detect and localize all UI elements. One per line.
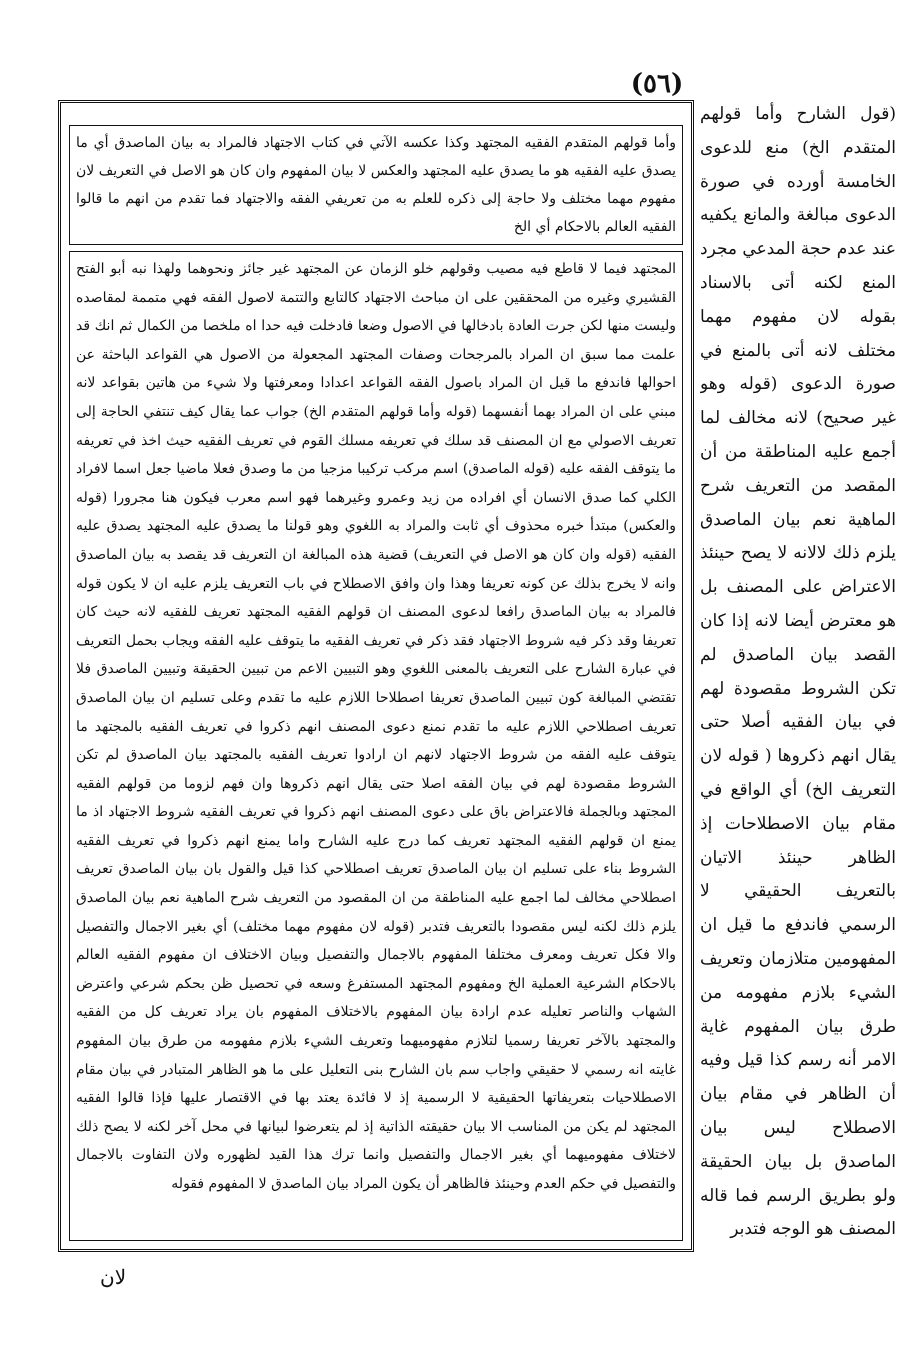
commentary-text-box: المجتهد فيما لا قاطع فيه مصيب وقولهم خلو الزمان عن المجتهد غير جائز ونحوهما ولهذا نبه أبو الفتح القشيري وغيره من المحققين على ان مباحث الاجتهاد كالتابع والتتمة لاصول الفقه فهي متممة لمقاصده وليست منها لكن جرت العادة بادخالها في الاصول وضعا فادخلت فيه حدا اه ملخصا من الكمال ثم انك قد علمت مما سبق ان المراد بالمرجحات وصفات المجتهد المجعولة من الاصول هي القواعد الباحثة عن احوالها فاندفع ما قيل ان المراد باصول الفقه القواعد اعدادا ومعرفتها ولا شيء من هاتين بقواعد لانه مبني على ان المراد بهما أنفسهما (قوله وأما قولهم المتقدم الخ) جواب عما يقال كيف تنتفي الحاجة إلى تعريف الاصولي مع ان المصنف قد سلك في تعريفه مسلك القوم في تعريف الفقيه حيث اخذ في تعريفه ما يتوقف الفقه عليه (قوله الماصدق) اسم مركب تركيبا مزجيا من ما وصدق فعلا ماضيا جعل اسما لافراد الكلي كما صدق الانسان أي افراده من زيد وعمرو وغيرهما فهو اسم معرب فيكون هنا مجرورا (قوله والعكس) مبتدأ خبره محذوف أي ثابت والمراد به اللغوي وهو قولنا ما يصدق عليه المجتهد يصدق عليه الفقيه (قوله وان كان هو الاصل في التعريف) قضية هذه المبالغة ان التعريف قد يقصد به بيان الماصدق وانه لا يخرج بذلك عن كونه تعريفا وهذا وان وافق الاصطلاح في باب التعريف يلزم عليه ان لا يكون قوله فالمراد به بيان الماصدق رافعا لدعوى المصنف ان قولهم الفقيه المجتهد تعريف للفقيه لانه حيث كان تعريفا وقد ذكر فيه شروط الاجتهاد فقد ذكر في تعريف الفقيه ما يتوقف عليه الفقه ويجاب بحمل التعريف في عبارة الشارح على التعريف بالمعنى اللغوي وهو التبيين الاعم من تبيين الحقيقة وتبيين الماصدق فلا تقتضي المبالغة كون تبيين الماصدق تعريفا اصطلاحا اللازم عليه ما تقدم وعلى تسليم ان بيان الماصدق تعريف اصطلاحي اللازم عليه ما تقدم نمنع دعوى المصنف انهم ذكروا في تعريف الفقيه بالمجتهد ما يتوقف عليه الفقه من شروط الاجتهاد لانهم ان ارادوا تعريف الفقيه بالمجتهد بيان الماصدق لم تكن الشروط مقصودة لهم في بيان الفقه اصلا حتى يقال انهم ذكروها وان فهم لزوما من قولهم الفقيه المجتهد وبالجملة فالاعتراض باق على دعوى المصنف انهم ذكروا في تعريف الفقيه شروط الاجتهاد اذ ما يمنع ان قولهم الفقيه المجتهد تعريف كما درج عليه الشارح واما يمنع انهم ذكروا في تعريف الفقيه الشروط بناء على تسليم ان بيان الماصدق تعريف اصطلاحي كذا قيل والقول بان بيان الماصدق تعريف اصطلاحي مخالف لما اجمع عليه المناطقة من ان المقصود من التعريف شرح الماهية نعم بيان الماصدق يلزم ذلك لكنه ليس مقصودا بالتعريف فتدبر (قوله لان مفهوم مهما مختلف) أي بغير الاجمال والتفصيل والا فكل تعريف ومعرف مختلفا المفهوم بالاجمال والتفصيل وبيان الاختلاف ان مفهوم الفقيه العالم بالاحكام الشرعية العملية الخ ومفهوم المجتهد المستفرغ وسعه في تحصيل ظن بحكم شرعي واعترض الشهاب والناصر تعليله عدم ارادة بيان المفهوم بالاختلاف المفهوم بان يراد تعريف كل من الفقيه والمجتهد بالآخر تعريفا رسميا لتلازم مفهوميهما وتعريف الشيء بلازم مفهومه من طرق بيان المفهوم غايته انه رسمي لا حقيقي واجاب سم بان الشارح بنى التعليل على ما هو الظاهر المتبادر في بيان مقام الاصطلاحيات بتعريفاتها الحقيقية لا الرسمية إذ لا فائدة يعتد بها في الاقتصار عليها فإذا قالوا الفقيه المجتهد لم يكن من المناسب الا بيان حقيقته الذاتية إذ لم يتعرضوا لبيانها في محل آخر لكنه لا يصح ذلك لاختلاف مفهوميهما أي بغير الاجمال والتفصيل وانما ترك هذا القيد لظهوره ولان التفاوت بالاجمال والتفصيل في حكم العدم وحينئذ فالظاهر أن يكون المراد بيان الماصدق لا المفهوم فقوله bbox=[69, 251, 683, 1241]
page-number: (٥٦) bbox=[630, 69, 684, 99]
margin-commentary: (قول الشارح وأما قولهم المتقدم الخ) منع للدعوى الخامسة أورده في صورة الدعوى مبالغة والمانع يكفيه عند عدم حجة المدعي مجرد المنع لكنه أتى بالاسناد بقوله لان مفهوم مهما مختلف لانه أتى بالمنع في صورة الدعوى (قوله وهو غير صحيح) لانه مخالف لما أجمع عليه المناطقة من أن المقصد من التعريف شرح الماهية نعم بيان الماصدق يلزم ذلك لالانه لا يصح حينئذ الاعتراض على المصنف بل هو معترض أيضا لانه إذا كان القصد بيان الماصدق لم تكن الشروط مقصودة لهم في بيان الفقيه أصلا حتى يقال انهم ذكروها ( قوله لان التعريف الخ) أي الواقع في مقام بيان الاصطلاحات إذ الظاهر حينئذ الاتيان بالتعريف الحقيقي لا الرسمي فاندفع ما قيل ان المفهومين متلازمان وتعريف الشيء بلازم مفهومه من طرق بيان المفهوم غاية الامر أنه رسم كذا قيل وفيه أن الظاهر في مقام بيان الاصطلاح ليس بيان الماصدق بل بيان الحقيقة ولو بطريق الرسم فما قاله المصنف هو الوجه فتدبر bbox=[700, 104, 896, 1240]
catchword: لان bbox=[100, 1265, 127, 1289]
text-frame bbox=[58, 100, 694, 1252]
base-text-box: وأما قولهم المتقدم الفقيه المجتهد وكذا عكسه الآتي في كتاب الاجتهاد فالمراد به بيان الماصدق أي ما يصدق عليه الفقيه هو ما يصدق عليه المجتهد والعكس لا بيان المفهوم وان كان هو الاصل في التعريف لان مفهوم مهما مختلف ولا حاجة إلى ذكره للعلم به من تعريفي الفقه والاجتهاد فما تقدم من انهم ما قالوا الفقيه العالم بالاحكام أي الخ bbox=[69, 125, 683, 245]
